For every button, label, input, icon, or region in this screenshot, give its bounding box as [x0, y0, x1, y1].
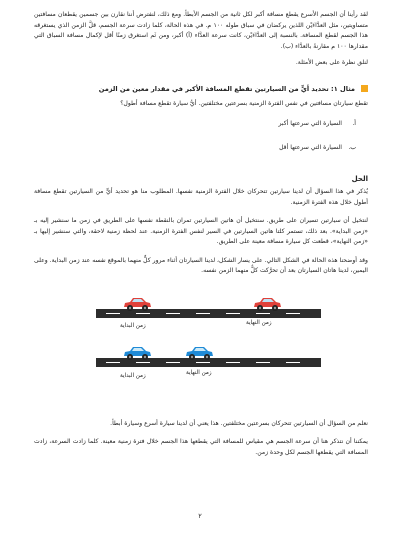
- document-page: [34, 10, 368, 458]
- orange-square-icon: [361, 85, 368, 92]
- option-text: السيارة التي سرعتها أكبر: [278, 120, 342, 127]
- solution-paragraph: لنتخيل أن سيارتين تسيران على طريق. سنتخيل أن هاتين السيارتين تمران بالنقطة نفسها على الطريق في زمن ما سنشير إليه بـ «زمن البداية». بعد ذلك، تستمر كلتا هاتين السيارتين في السير لنفس الفترة الزمنية. عند لحظة زمنية لاحقة، والتي سنشير إليها بـ «زمن النهاية»، قطعت كل سيارة مسافة معينة على الطريق.: [34, 217, 368, 245]
- cars-figure: [34, 283, 368, 391]
- example-header: [34, 85, 368, 93]
- blue-car-start-icon: [122, 346, 152, 361]
- bottom-end-label: زمن النهاية: [186, 369, 212, 376]
- option-text: السيارة التي سرعتها أقل: [279, 144, 342, 151]
- solution-paragraph: يمكننا أن نتذكر هنا أن سرعة الجسم هي مقياس للمسافة التي يقطعها هذا الجسم خلال فترة زمنية معينة. كلما زادت السرعة، زادت المسافة التي يقطعها الجسم لكل وحدة زمن.: [34, 438, 368, 456]
- solution-paragraph: نعلم من السؤال أن السيارتين تتحركان بسرعتين مختلفتين. هذا يعني أن لدينا سيارة أسرع وسيارة أبطأ.: [110, 419, 368, 427]
- solution-paragraph: وقد أوضحنا هذه الحالة في الشكل التالي. على يسار الشكل، لدينا السيارتان أثناء مرور كلٍّ منهما بالموقع نفسه عند زمن البداية. وعلى اليمين، لدينا هاتان السيارتان بعد أن تحرَّكت كلٌّ منهما الزمن نفسه.: [34, 256, 368, 274]
- red-car-end-icon: [252, 297, 282, 312]
- solution-title: الحل: [351, 175, 368, 183]
- top-end-label: زمن النهاية: [246, 319, 272, 326]
- answer-option: [34, 119, 356, 129]
- option-letter: ب.: [348, 144, 356, 151]
- answer-option: [34, 143, 356, 153]
- lead-paragraph: لنلق نظرة على بعض الأمثلة.: [295, 59, 368, 66]
- red-car-start-icon: [122, 297, 152, 312]
- top-start-label: زمن البداية: [120, 322, 146, 329]
- answer-options: [34, 119, 356, 153]
- example-title: مثال ١: تحديد أيٍّ من السيارتين تقطع المسافة الأكبر في مقدار معين من الزمن: [98, 84, 355, 93]
- page-number: ٢: [198, 512, 202, 520]
- intro-paragraph: لقد رأينا أن الجسم الأسرع يقطع مسافة أكبر لكل ثانية من الجسم الأبطأ. ومع ذلك، لنفترض أننا نقارن بين جسمين يقطعان مسافتين متساويتين، مثل العدَّاءَيْن اللذين يركضان في سباق طوله ١٠٠ م. في هذه الحالة، كلما زادت سرعة الجسم، قلَّ الزمن الذي يستغرقه هذا الجسم لقطع المسافة. بالنسبة إلى العدَّاءَيْن، كانت سرعة العدَّاء (أ) أكبر، ومن ثَم استغرق زمنًا أقل لإكمال مسافة السباق التي مقدارها ١٠٠ م مقارنةً بالعدَّاء (ب).: [34, 11, 368, 50]
- option-letter: أ.: [352, 120, 356, 127]
- solution-paragraph: يُذكر في هذا السؤال أن لدينا سيارتين تتحركان خلال الفترة الزمنية نفسها. المطلوب منا هو تحديد أيٍّ من السيارتين تقطع مسافة أطول خلال هذه الفترة الزمنية.: [34, 188, 368, 206]
- bottom-start-label: زمن البداية: [120, 372, 146, 379]
- blue-car-end-icon: [184, 346, 214, 361]
- example-question: تقطع سيارتان مسافتين في نفس الفترة الزمنية بسرعتين مختلفتين. أيُّ سيارة تقطع مسافة أطول؟: [120, 99, 368, 107]
